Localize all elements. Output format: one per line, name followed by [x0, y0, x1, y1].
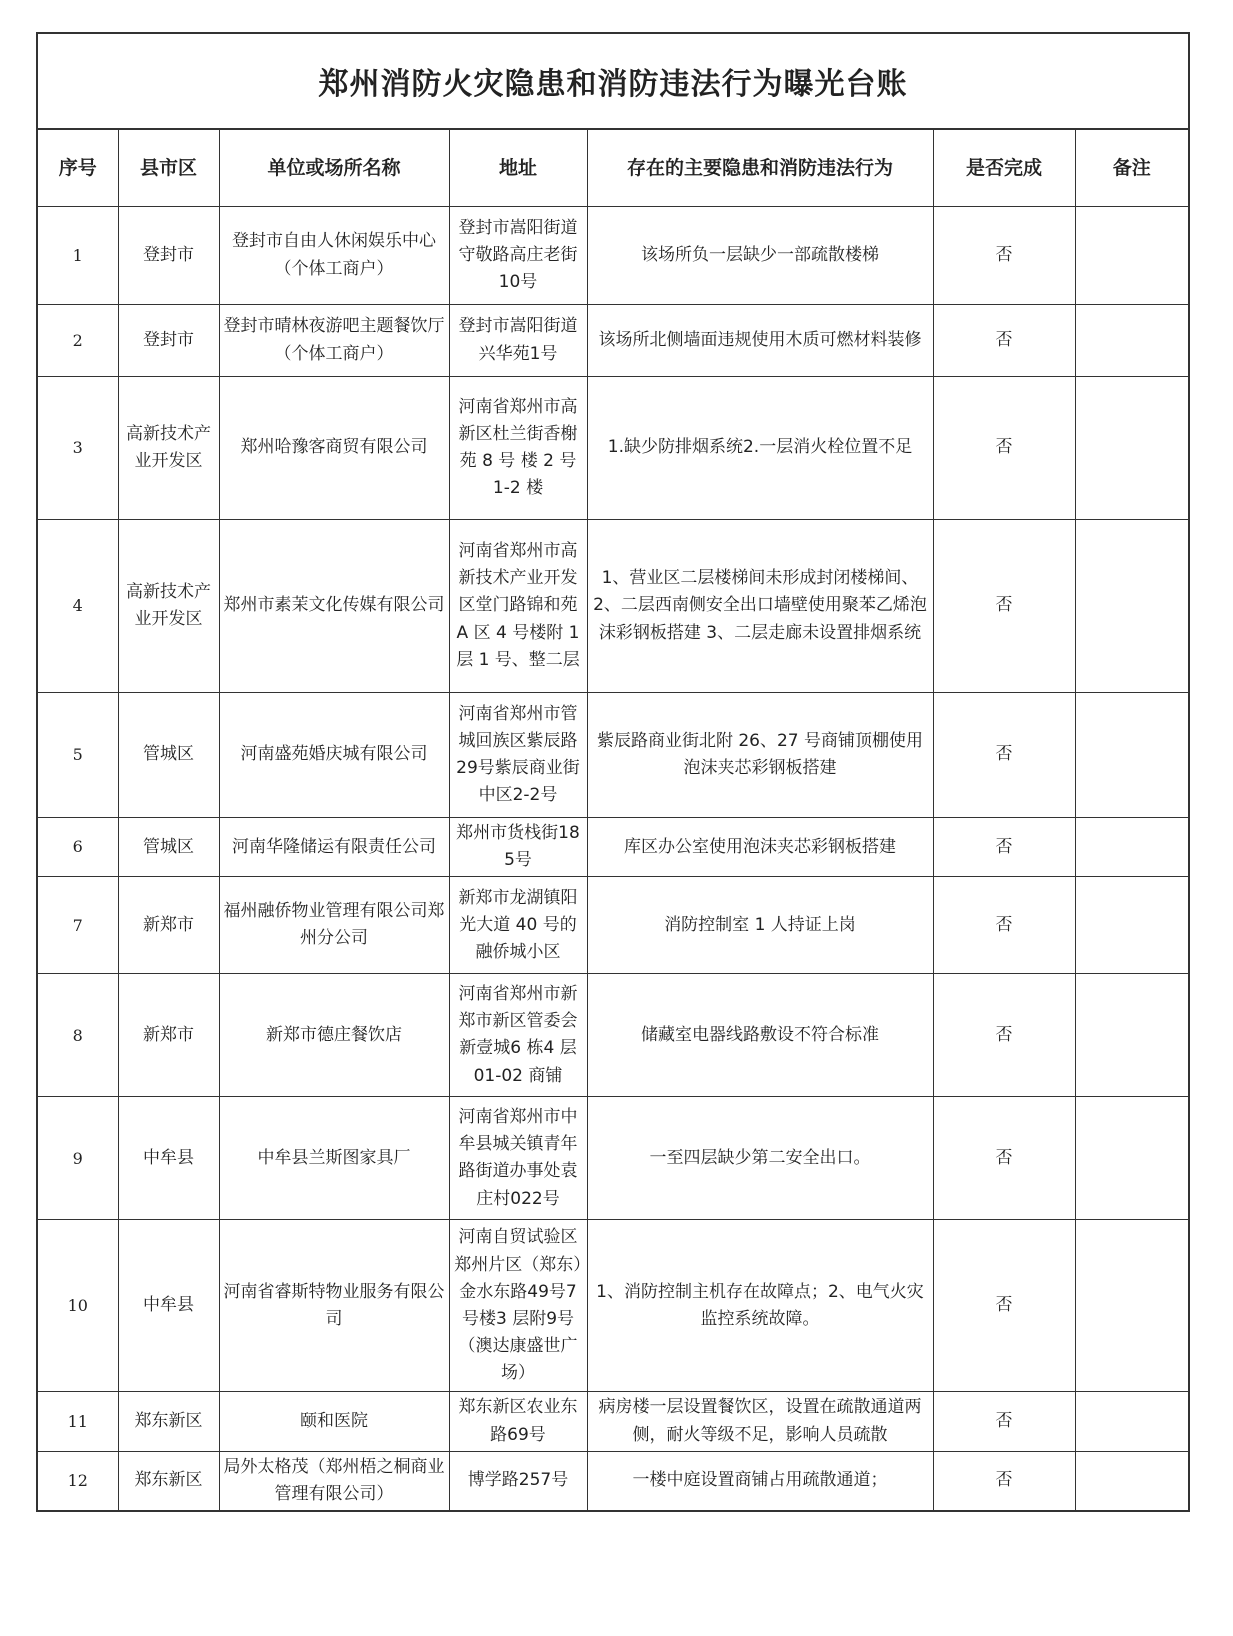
cell-address: 河南省郑州市新郑市新区管委会新壹城6 栋4 层 01-02 商铺 [449, 974, 587, 1097]
cell-done: 否 [933, 877, 1075, 974]
cell-seq: 6 [38, 818, 118, 877]
cell-seq: 10 [38, 1220, 118, 1392]
cell-address: 河南省郑州市管城回族区紫辰路29号紫辰商业街中区2-2号 [449, 693, 587, 818]
cell-seq: 2 [38, 305, 118, 377]
cell-seq: 12 [38, 1451, 118, 1510]
cell-done: 否 [933, 1097, 1075, 1220]
cell-done: 否 [933, 520, 1075, 693]
cell-issue: 一至四层缺少第二安全出口。 [587, 1097, 933, 1220]
cell-address: 新郑市龙湖镇阳光大道 40 号的融侨城小区 [449, 877, 587, 974]
cell-done: 否 [933, 974, 1075, 1097]
cell-address: 郑东新区农业东路69号 [449, 1392, 587, 1451]
table-row [38, 520, 1188, 693]
cell-name: 登封市自由人休闲娱乐中心（个体工商户） [219, 207, 449, 305]
table-row [38, 305, 1188, 377]
table-row [38, 1451, 1188, 1510]
cell-done: 否 [933, 1392, 1075, 1451]
cell-issue: 储藏室电器线路敷设不符合标准 [587, 974, 933, 1097]
cell-district: 登封市 [118, 305, 219, 377]
cell-district: 管城区 [118, 818, 219, 877]
header-district: 县市区 [118, 130, 219, 207]
cell-issue: 该场所负一层缺少一部疏散楼梯 [587, 207, 933, 305]
cell-name: 局外太格茂（郑州梧之桐商业管理有限公司） [219, 1451, 449, 1510]
table-row [38, 1392, 1188, 1451]
cell-seq: 7 [38, 877, 118, 974]
cell-done: 否 [933, 818, 1075, 877]
cell-note [1075, 305, 1188, 377]
header-name: 单位或场所名称 [219, 130, 449, 207]
cell-done: 否 [933, 1451, 1075, 1510]
cell-done: 否 [933, 207, 1075, 305]
table-row [38, 1097, 1188, 1220]
cell-issue: 消防控制室 1 人持证上岗 [587, 877, 933, 974]
cell-note [1075, 1220, 1188, 1392]
cell-address: 河南省郑州市中牟县城关镇青年路街道办事处袁庄村022号 [449, 1097, 587, 1220]
cell-address: 登封市嵩阳街道守敬路高庄老街10号 [449, 207, 587, 305]
ledger-sheet [36, 32, 1190, 1512]
cell-issue: 1、营业区二层楼梯间未形成封闭楼梯间、2、二层西南侧安全出口墙壁使用聚苯乙烯泡沫彩钢板搭建 3、二层走廊未设置排烟系统 [587, 520, 933, 693]
cell-name: 河南盛苑婚庆城有限公司 [219, 693, 449, 818]
cell-note [1075, 207, 1188, 305]
cell-district: 郑东新区 [118, 1451, 219, 1510]
cell-done: 否 [933, 1220, 1075, 1392]
table-row [38, 974, 1188, 1097]
cell-name: 福州融侨物业管理有限公司郑州分公司 [219, 877, 449, 974]
cell-note [1075, 693, 1188, 818]
cell-name: 郑州哈豫客商贸有限公司 [219, 377, 449, 520]
cell-name: 颐和医院 [219, 1392, 449, 1451]
table-row [38, 877, 1188, 974]
cell-district: 高新技术产业开发区 [118, 520, 219, 693]
cell-name: 郑州市素茉文化传媒有限公司 [219, 520, 449, 693]
cell-name: 登封市晴林夜游吧主题餐饮厅（个体工商户） [219, 305, 449, 377]
cell-note [1075, 818, 1188, 877]
document-title: 郑州消防火灾隐患和消防违法行为曝光台账 [38, 34, 1188, 130]
table-row [38, 207, 1188, 305]
cell-district: 登封市 [118, 207, 219, 305]
table-row [38, 377, 1188, 520]
table-row [38, 1220, 1188, 1392]
cell-done: 否 [933, 305, 1075, 377]
cell-district: 新郑市 [118, 877, 219, 974]
header-done: 是否完成 [933, 130, 1075, 207]
cell-issue: 病房楼一层设置餐饮区，设置在疏散通道两侧，耐火等级不足，影响人员疏散 [587, 1392, 933, 1451]
cell-seq: 9 [38, 1097, 118, 1220]
table-row [38, 818, 1188, 877]
cell-seq: 3 [38, 377, 118, 520]
cell-note [1075, 974, 1188, 1097]
cell-issue: 库区办公室使用泡沫夹芯彩钢板搭建 [587, 818, 933, 877]
cell-issue: 1、消防控制主机存在故障点；2、电气火灾监控系统故障。 [587, 1220, 933, 1392]
cell-address: 博学路257号 [449, 1451, 587, 1510]
cell-seq: 8 [38, 974, 118, 1097]
cell-note [1075, 1392, 1188, 1451]
cell-name: 河南省睿斯特物业服务有限公司 [219, 1220, 449, 1392]
cell-issue: 紫辰路商业街北附 26、27 号商铺顶棚使用泡沫夹芯彩钢板搭建 [587, 693, 933, 818]
cell-done: 否 [933, 377, 1075, 520]
cell-district: 高新技术产业开发区 [118, 377, 219, 520]
header-seq: 序号 [38, 130, 118, 207]
cell-address: 河南省郑州市高新技术产业开发区堂门路锦和苑 A 区 4 号楼附 1 层 1 号、整二层 [449, 520, 587, 693]
cell-district: 郑东新区 [118, 1392, 219, 1451]
cell-note [1075, 1097, 1188, 1220]
header-row [38, 130, 1188, 207]
cell-issue: 该场所北侧墙面违规使用木质可燃材料装修 [587, 305, 933, 377]
cell-name: 中牟县兰斯图家具厂 [219, 1097, 449, 1220]
cell-district: 新郑市 [118, 974, 219, 1097]
cell-address: 登封市嵩阳街道兴华苑1号 [449, 305, 587, 377]
ledger-table [38, 130, 1188, 1510]
cell-seq: 4 [38, 520, 118, 693]
cell-issue: 1.缺少防排烟系统2.一层消火栓位置不足 [587, 377, 933, 520]
cell-district: 中牟县 [118, 1097, 219, 1220]
cell-note [1075, 877, 1188, 974]
cell-name: 新郑市德庄餐饮店 [219, 974, 449, 1097]
cell-address: 郑州市货栈街185号 [449, 818, 587, 877]
cell-note [1075, 377, 1188, 520]
cell-issue: 一楼中庭设置商铺占用疏散通道； [587, 1451, 933, 1510]
cell-done: 否 [933, 693, 1075, 818]
cell-name: 河南华隆储运有限责任公司 [219, 818, 449, 877]
header-note: 备注 [1075, 130, 1188, 207]
cell-address: 河南自贸试验区郑州片区（郑东）金水东路49号7号楼3 层附9号（澳达康盛世广场） [449, 1220, 587, 1392]
cell-district: 管城区 [118, 693, 219, 818]
cell-note [1075, 520, 1188, 693]
cell-note [1075, 1451, 1188, 1510]
cell-seq: 5 [38, 693, 118, 818]
cell-district: 中牟县 [118, 1220, 219, 1392]
table-row [38, 693, 1188, 818]
cell-address: 河南省郑州市高新区杜兰街香榭苑 8 号 楼 2 号 1-2 楼 [449, 377, 587, 520]
cell-seq: 11 [38, 1392, 118, 1451]
header-address: 地址 [449, 130, 587, 207]
cell-seq: 1 [38, 207, 118, 305]
header-issue: 存在的主要隐患和消防违法行为 [587, 130, 933, 207]
